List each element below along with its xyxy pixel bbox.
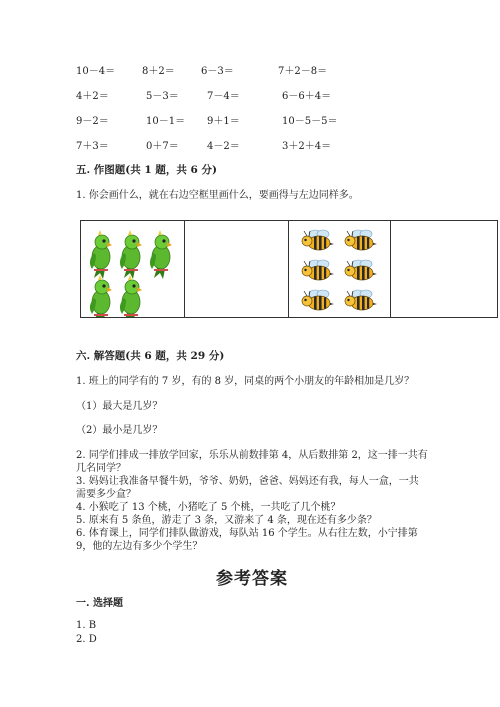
equation: 4＋2＝ — [76, 91, 109, 102]
bee-icon — [302, 230, 334, 250]
equation: 7＋3＝ — [76, 141, 109, 152]
equation: 6－6＋4＝ — [282, 91, 332, 102]
bee-icon — [302, 260, 334, 280]
parrot-icon — [120, 275, 142, 317]
bee-icon — [302, 290, 334, 310]
parrot-icon — [90, 230, 112, 279]
question-1-part-1: （1）最大是几岁？ — [76, 401, 163, 412]
bee-icon — [345, 230, 377, 250]
empty-drawing-cell-1[interactable] — [185, 221, 289, 317]
equation: 6－3＝ — [201, 66, 234, 77]
parrot-icon — [150, 230, 172, 279]
question-4: 4. 小猴吃了 13 个桃，小猪吃了 5 个桃，一共吃了几个桃？ — [76, 502, 341, 513]
answers-title: 参考答案 — [216, 569, 288, 589]
equation: 10－1＝ — [146, 116, 186, 127]
parrot-icon — [120, 230, 142, 279]
drawing-grid — [80, 220, 498, 318]
equation: 4－2＝ — [207, 141, 240, 152]
parrot-cell — [81, 221, 185, 317]
question-1-part-2: （2）最小是几岁？ — [76, 425, 163, 436]
bee-group — [289, 221, 391, 317]
bee-icon — [345, 290, 377, 310]
equation: 7＋2－8＝ — [278, 66, 328, 77]
section-5-question-1: 1. 你会画什么，就在右边空框里画什么，要画得与左边同样多。 — [76, 190, 359, 201]
bee-cell — [289, 221, 391, 317]
answers-section-1-title: 一. 选择题 — [76, 598, 123, 609]
answer-1: 1. B — [76, 620, 97, 631]
bee-icon — [345, 260, 377, 280]
question-2-line-1: 2. 同学们排成一排放学回家，乐乐从前数排第 4，从后数排第 2，这一排一共有 — [76, 450, 428, 461]
equation: 8＋2＝ — [142, 66, 175, 77]
equation: 9－2＝ — [76, 116, 109, 127]
equation: 0＋7＝ — [146, 141, 179, 152]
parrot-icon — [90, 275, 112, 317]
equation: 9＋1＝ — [207, 116, 240, 127]
question-6-line-1: 6. 体育课上，同学们排队做游戏，每队站 16 个学生。从右往左数，小宁排第 — [76, 528, 418, 539]
question-5: 5. 原来有 5 条鱼，游走了 3 条，又游来了 4 条，现在还有多少条？ — [76, 515, 377, 526]
question-1: 1. 班上的同学有的 7 岁，有的 8 岁，同桌的两个小朋友的年龄相加是几岁？ — [76, 376, 415, 387]
section-6-title: 六. 解答题(共 6 题，共 29 分) — [76, 350, 225, 362]
equation: 10－5－5＝ — [282, 116, 338, 127]
empty-drawing-cell-2[interactable] — [391, 221, 497, 317]
equation: 3＋2＋4＝ — [282, 141, 332, 152]
section-5-title: 五. 作图题(共 1 题，共 6 分) — [76, 164, 217, 176]
equation: 7－4＝ — [207, 91, 240, 102]
equation: 5－3＝ — [146, 91, 179, 102]
answer-2: 2. D — [76, 634, 97, 645]
question-3-line-1: 3. 妈妈让我准备早餐牛奶，爷爷、奶奶，爸爸、妈妈还有我，每人一盒，一共 — [76, 476, 419, 487]
parrot-group — [81, 221, 185, 317]
question-2-line-2: 几名同学？ — [76, 463, 126, 474]
equation: 10－4＝ — [76, 66, 116, 77]
question-6-line-2: 9，他的左边有多少个学生？ — [76, 541, 203, 552]
question-3-line-2: 需要多少盒？ — [76, 489, 136, 500]
